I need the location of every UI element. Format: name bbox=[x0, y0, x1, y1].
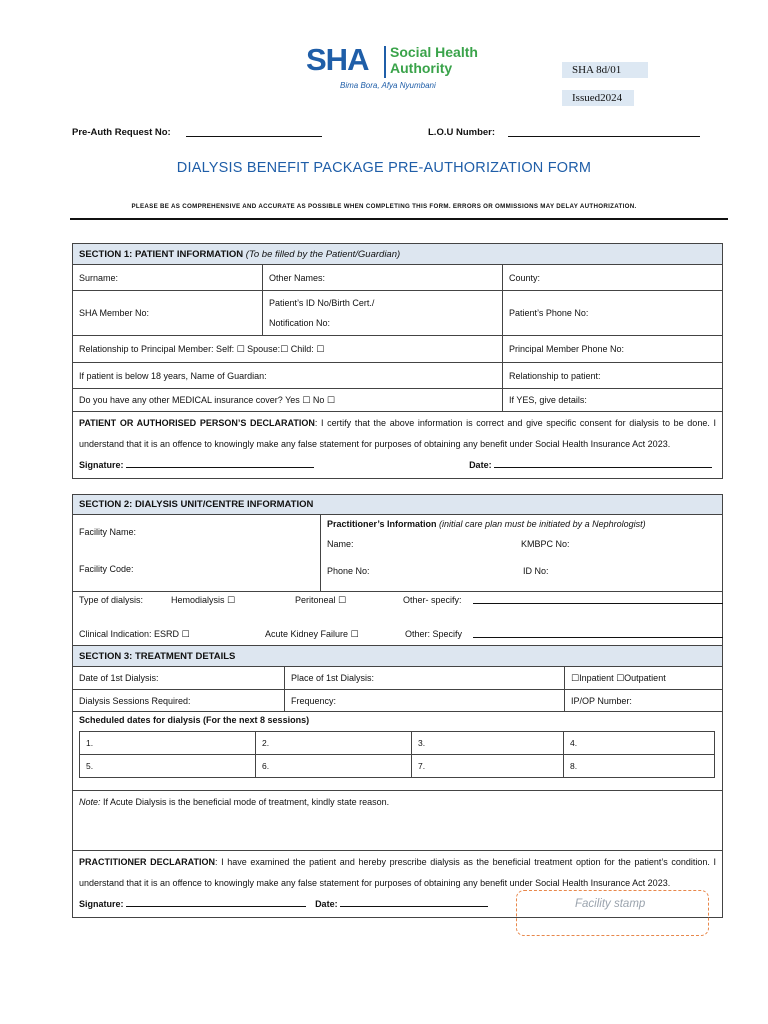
scheduled-dates-grid bbox=[79, 731, 715, 778]
practitioner-title: Practitioner’s Information bbox=[327, 519, 437, 529]
dialysis-type-label: Type of dialysis: bbox=[79, 595, 144, 605]
practitioner-date-line[interactable] bbox=[340, 898, 488, 907]
ipop-label: IP/OP Number: bbox=[571, 695, 632, 706]
facility-stamp-box[interactable] bbox=[516, 890, 709, 936]
rel-patient-field[interactable] bbox=[503, 363, 723, 389]
hemodialysis-checkbox[interactable]: Hemodialysis ☐ bbox=[171, 595, 236, 605]
aki-checkbox[interactable]: Acute Kidney Failure ☐ bbox=[265, 629, 359, 639]
id-no-label-2: Notification No: bbox=[269, 318, 331, 328]
slot-number: 5. bbox=[86, 761, 94, 771]
scheduled-dates-title: Scheduled dates for dialysis (For the next 8 sessions) bbox=[79, 715, 310, 725]
place-first-field[interactable] bbox=[285, 667, 565, 690]
relationship-field[interactable] bbox=[73, 336, 503, 363]
principal-phone-label: Principal Member Phone No: bbox=[509, 344, 625, 354]
slot-number: 6. bbox=[262, 761, 270, 771]
other-specify2-line[interactable] bbox=[473, 629, 723, 638]
date-slot[interactable] bbox=[80, 732, 256, 755]
section2-header: SECTION 2: DIALYSIS UNIT/CENTRE INFORMATION bbox=[73, 495, 723, 515]
note-label: Note: bbox=[79, 797, 101, 807]
sessions-label: Dialysis Sessions Required: bbox=[79, 695, 191, 706]
other-specify-label: Other- specify: bbox=[403, 595, 462, 605]
date-slot[interactable] bbox=[412, 732, 564, 755]
logo-tagline: Bima Bora, Afya Nyumbani bbox=[340, 81, 436, 90]
other-specify2-label: Other: Specify bbox=[405, 629, 463, 639]
dialysis-type-field[interactable] bbox=[73, 592, 723, 648]
facility-stamp-label: Facility stamp bbox=[575, 898, 646, 910]
preauth-input[interactable] bbox=[186, 127, 322, 137]
logo-line2: Authority bbox=[390, 60, 453, 76]
date-first-field[interactable] bbox=[73, 667, 285, 690]
practitioner-phone-label: Phone No: bbox=[327, 566, 370, 576]
practitioner-signature-line[interactable] bbox=[126, 898, 306, 907]
place-first-label: Place of 1st Dialysis: bbox=[291, 673, 375, 683]
issued-label: Issued2024 bbox=[562, 90, 634, 106]
member-no-label: SHA Member No: bbox=[79, 308, 150, 318]
logo-divider bbox=[384, 46, 386, 78]
practitioner-field[interactable] bbox=[321, 515, 723, 592]
patient-signature-line[interactable] bbox=[126, 459, 314, 468]
patient-signature-label: Signature: bbox=[79, 460, 124, 470]
form-title: DIALYSIS BENEFIT PACKAGE PRE-AUTHORIZATION FORM bbox=[176, 160, 592, 176]
section1-title: SECTION 1: PATIENT INFORMATION bbox=[79, 248, 244, 260]
form-notice: PLEASE BE AS COMPREHENSIVE AND ACCURATE AS POSSIBLE WHEN COMPLETING THIS FORM. ERRORS OR OMMISSIONS MAY DELAY AUTHORIZATION. bbox=[131, 203, 637, 210]
county-field[interactable] bbox=[503, 265, 723, 291]
lou-input[interactable] bbox=[508, 127, 700, 137]
if-yes-label: If YES, give details: bbox=[509, 395, 587, 405]
practitioner-note: (initial care plan must be initiated by a Nephrologist) bbox=[439, 519, 646, 529]
rel-patient-label: Relationship to patient: bbox=[509, 370, 601, 381]
if-yes-field[interactable] bbox=[503, 389, 723, 412]
note-text: If Acute Dialysis is the beneficial mode of treatment, kindly state reason. bbox=[100, 797, 390, 807]
date-first-label: Date of 1st Dialysis: bbox=[79, 673, 159, 683]
facility-field[interactable] bbox=[73, 515, 321, 592]
logo-line1: Social Health bbox=[390, 44, 478, 60]
member-no-field[interactable] bbox=[73, 291, 263, 336]
patient-phone-field[interactable] bbox=[503, 291, 723, 336]
other-cover-label: Do you have any other MEDICAL insurance cover? Yes ☐ No ☐ bbox=[79, 394, 335, 405]
section1-header bbox=[73, 244, 723, 265]
practitioner-name-label: Name: bbox=[327, 539, 354, 549]
practitioner-id-label: ID No: bbox=[523, 566, 549, 576]
frequency-field[interactable] bbox=[285, 690, 565, 712]
kmbpc-label: KMBPC No: bbox=[521, 539, 570, 549]
date-slot[interactable] bbox=[256, 755, 412, 778]
facility-name-label: Facility Name: bbox=[79, 527, 137, 537]
preauth-label: Pre-Auth Request No: bbox=[72, 127, 171, 138]
patient-declaration bbox=[73, 412, 723, 479]
logo-abbr: SHA bbox=[306, 42, 369, 77]
practitioner-signature-label: Signature: bbox=[79, 899, 124, 909]
patient-date-line[interactable] bbox=[494, 459, 712, 468]
practitioner-decl-title: PRACTITIONER DECLARATION bbox=[79, 857, 215, 867]
logo-name bbox=[390, 44, 478, 76]
other-cover-field[interactable] bbox=[73, 389, 503, 412]
date-slot[interactable] bbox=[80, 755, 256, 778]
id-no-label-1: Patient’s ID No/Birth Cert./ bbox=[269, 298, 375, 308]
ipop-field[interactable] bbox=[565, 690, 723, 712]
practitioner-date-label: Date: bbox=[315, 899, 338, 909]
slot-number: 8. bbox=[570, 761, 578, 771]
date-slot[interactable] bbox=[412, 755, 564, 778]
acute-note-field[interactable] bbox=[73, 791, 723, 851]
principal-phone-field[interactable] bbox=[503, 336, 723, 363]
section1-table bbox=[72, 243, 723, 479]
id-no-field[interactable] bbox=[263, 291, 503, 336]
peritoneal-checkbox[interactable]: Peritoneal ☐ bbox=[295, 595, 347, 605]
lou-label: L.O.U Number: bbox=[428, 127, 496, 138]
practitioner-decl-text: : I have examined the patient and hereby prescribe dialysis as the beneficial treatment option for the patient’s condition. I understand that it is an offence to knowingly make any false statement for purposes of obtaining any benefit under Social Health Insurance Act 2023. bbox=[79, 857, 716, 888]
date-slot[interactable] bbox=[564, 732, 715, 755]
doc-code: SHA 8d/01 bbox=[562, 62, 648, 78]
section3-header: SECTION 3: TREATMENT DETAILS bbox=[73, 646, 723, 667]
slot-number: 4. bbox=[570, 738, 578, 748]
patient-date-label: Date: bbox=[469, 460, 492, 470]
frequency-label: Frequency: bbox=[291, 695, 337, 706]
other-names-field[interactable] bbox=[263, 265, 503, 291]
guardian-field[interactable] bbox=[73, 363, 503, 389]
county-label: County: bbox=[509, 272, 541, 283]
sessions-field[interactable] bbox=[73, 690, 285, 712]
surname-field[interactable] bbox=[73, 265, 263, 291]
section3-table bbox=[72, 645, 723, 918]
date-slot[interactable] bbox=[256, 732, 412, 755]
guardian-label: If patient is below 18 years, Name of Guardian: bbox=[79, 370, 267, 381]
header-rule bbox=[70, 218, 728, 220]
surname-label: Surname: bbox=[79, 272, 119, 283]
patient-type-field[interactable] bbox=[565, 667, 723, 690]
slot-number: 3. bbox=[418, 738, 426, 748]
relationship-label: Relationship to Principal Member: Self: ☐ Spouse:☐ Child: ☐ bbox=[79, 343, 325, 354]
other-names-label: Other Names: bbox=[269, 272, 326, 283]
patient-decl-title: PATIENT OR AUTHORISED PERSON’S DECLARATION bbox=[79, 418, 315, 428]
patient-phone-label: Patient’s Phone No: bbox=[509, 308, 589, 318]
patient-decl-text: : I certify that the above information is correct and give specific consent for dialysis to be done. I understand that it is an offence to knowingly make any false statement for purposes of obtaining any benefit under Social Health Insurance Act 2023. bbox=[79, 418, 716, 449]
section1-subtitle: (To be filled by the Patient/Guardian) bbox=[245, 248, 401, 260]
esrd-checkbox[interactable]: Clinical Indication: ESRD ☐ bbox=[79, 629, 190, 639]
slot-number: 2. bbox=[262, 738, 270, 748]
section2-table bbox=[72, 494, 723, 648]
date-slot[interactable] bbox=[564, 755, 715, 778]
facility-code-label: Facility Code: bbox=[79, 564, 134, 574]
slot-number: 1. bbox=[86, 738, 94, 748]
slot-number: 7. bbox=[418, 761, 426, 771]
inpatient-outpatient-checkbox[interactable]: ☐Inpatient ☐Outpatient bbox=[571, 672, 666, 683]
other-specify-line[interactable] bbox=[473, 595, 723, 604]
scheduled-dates-block bbox=[73, 712, 723, 791]
